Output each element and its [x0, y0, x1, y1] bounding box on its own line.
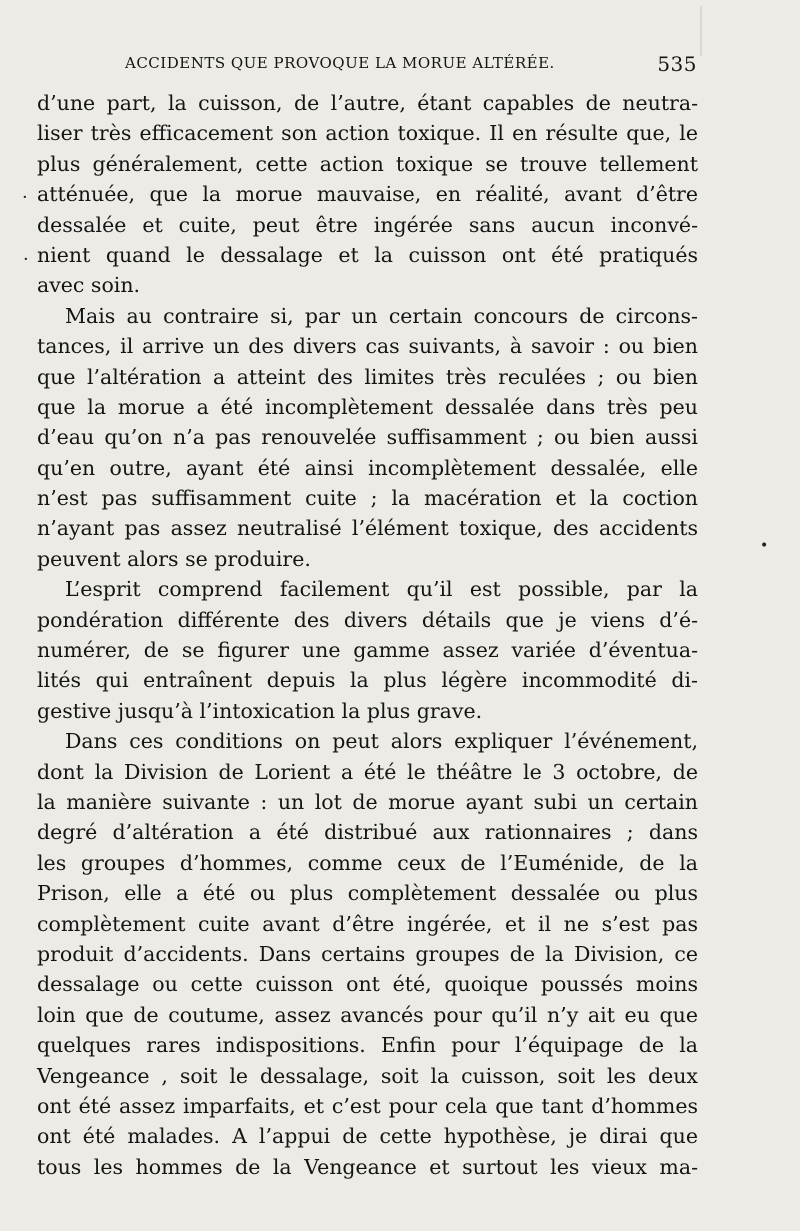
page-number: 535 [657, 52, 697, 76]
text-line: qu’en outre, ayant été ainsi incomplètement dessalée, elle [37, 455, 698, 480]
text-line: Prison, elle a été ou plus complètement dessalée ou plus [37, 881, 698, 906]
margin-mark: · [23, 249, 29, 270]
paragraph [37, 301, 698, 575]
scan-shadow [700, 6, 702, 56]
text-line: que la morue a été incomplètement dessalée dans très peu [37, 394, 698, 419]
text-line: tous les hommes de la Vengeance et surtout les vieux ma- [37, 1154, 698, 1179]
body-text [37, 88, 698, 1182]
text-line: produit d’accidents. Dans certains groupes de la Division, ce [37, 941, 698, 966]
text-line: les groupes d’hommes, comme ceux de l’Euménide, de la [37, 850, 698, 875]
text-line: liser très efficacement son action toxique. Il en résulte que, le [37, 121, 698, 146]
text-line: L’esprit comprend facilement qu’il est possible, par la [65, 577, 698, 602]
text-line: peuvent alors se produire. [37, 546, 311, 571]
text-line: tances, il arrive un des divers cas suivants, à savoir : ou bien [37, 334, 698, 359]
text-line: dessalée et cuite, peut être ingérée sans aucun inconvé- [37, 212, 698, 237]
text-line: lités qui entraînent depuis la plus légère incommodité di- [37, 668, 698, 693]
text-line: ont été malades. A l’appui de cette hypothèse, je dirai que [37, 1124, 698, 1149]
text-line: pondération différente des divers détails que je viens d’é- [37, 607, 698, 632]
text-line: atténuée, que la morue mauvaise, en réalité, avant d’être [37, 182, 698, 207]
text-line: que l’altération a atteint des limites très reculées ; ou bien [37, 364, 698, 389]
paragraph [37, 88, 698, 301]
text-line: Mais au contraire si, par un certain concours de circons- [65, 303, 698, 328]
text-line: gestive jusqu’à l’intoxication la plus grave. [37, 698, 483, 723]
text-line: numérer, de se figurer une gamme assez variée d’éventua- [37, 638, 698, 663]
margin-mark: • [760, 538, 769, 554]
running-title: ACCIDENTS QUE PROVOQUE LA MORUE ALTÉRÉE. [125, 54, 555, 72]
text-line: quelques rares indispositions. Enfin pour l’équipage de la [37, 1033, 698, 1058]
text-line: Dans ces conditions on peut alors expliquer l’événement, [65, 729, 698, 754]
text-line: dessalage ou cette cuisson ont été, quoique poussés moins [37, 972, 698, 997]
text-line: degré d’altération a été distribué aux rationnaires ; dans [37, 820, 698, 845]
text-line: la manière suivante : un lot de morue ayant subi un certain [37, 789, 698, 814]
margin-mark: · [22, 187, 28, 208]
text-line: Vengeance , soit le dessalage, soit la cuisson, soit les deux [37, 1063, 698, 1088]
text-line: complètement cuite avant d’être ingérée, et il ne s’est pas [37, 911, 698, 936]
text-line: avec soin. [37, 273, 141, 298]
text-line: d’une part, la cuisson, de l’autre, étant capables de neutra- [37, 91, 698, 115]
text-line: plus généralement, cette action toxique se trouve tellement [37, 151, 698, 176]
text-line: ont été assez imparfaits, et c’est pour cela que tant d’hommes [37, 1093, 698, 1118]
text-line: n’ayant pas assez neutralisé l’élément toxique, des accidents [37, 516, 698, 541]
text-line: n’est pas suffisamment cuite ; la macération et la coction [37, 486, 698, 511]
paragraph [37, 574, 698, 726]
text-line: d’eau qu’on n’a pas renouvelée suffisamment ; ou bien aussi [37, 425, 698, 450]
text-line: nient quand le dessalage et la cuisson ont été pratiqués [37, 242, 698, 267]
page-header [125, 54, 697, 82]
paragraph [37, 726, 698, 1182]
text-line: dont la Division de Lorient a été le théâtre le 3 octobre, de [37, 759, 698, 784]
text-line: loin que de coutume, assez avancés pour qu’il n’y ait eu que [37, 1002, 698, 1027]
